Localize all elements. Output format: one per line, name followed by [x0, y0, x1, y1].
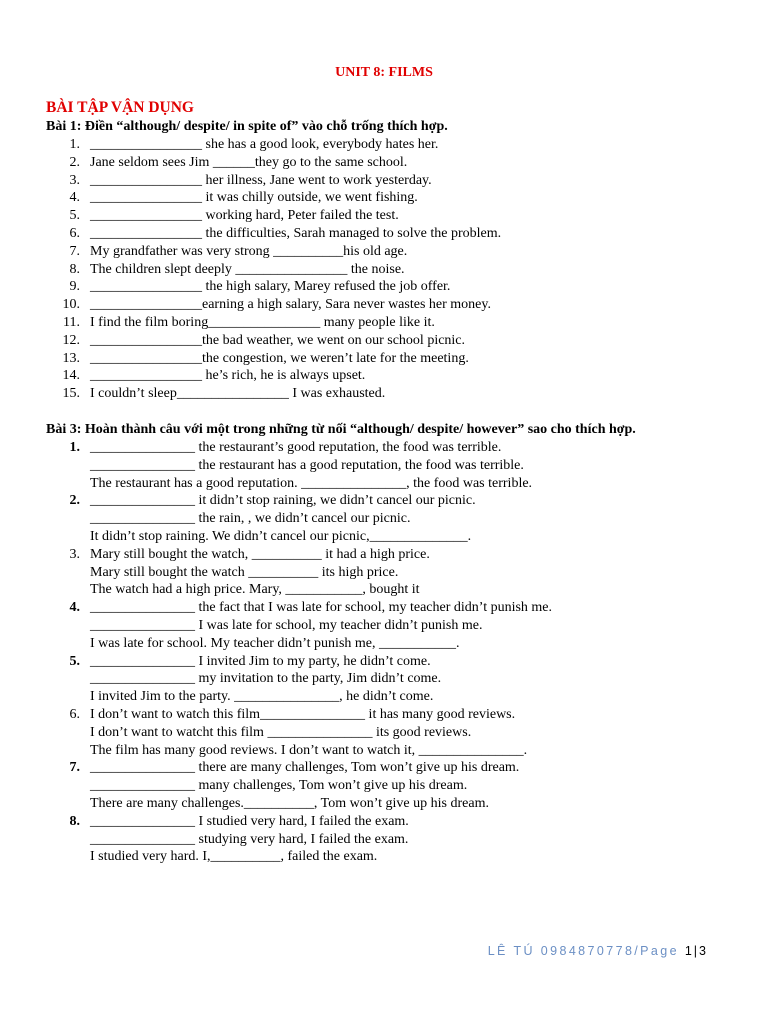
- item-number: 4.: [69, 600, 80, 616]
- item-number: 14.: [62, 368, 80, 384]
- item-text: _______________ it didn’t stop raining, we didn’t cancel our picnic.: [90, 493, 476, 509]
- exercise-3-item: [0, 599, 768, 617]
- exercise-1-item: [0, 314, 768, 332]
- item-number: 3.: [69, 172, 80, 188]
- exercise-1-item: [0, 189, 768, 207]
- item-text: Mary still bought the watch, __________ it had a high price.: [90, 546, 430, 562]
- item-number: 4.: [69, 190, 80, 206]
- exercise-3-item-line: [0, 528, 768, 546]
- item-text: My grandfather was very strong __________his old age.: [90, 243, 408, 259]
- exercise-3-item-line: [0, 831, 768, 849]
- exercise-3-item-line: [0, 564, 768, 582]
- item-text: _______________ many challenges, Tom won’t give up his dream.: [90, 778, 468, 794]
- exercise-1-item: [0, 172, 768, 190]
- item-text: _______________ my invitation to the party, Jim didn’t come.: [90, 671, 442, 687]
- exercise-3-item-line: [0, 581, 768, 599]
- exercise-3-item-line: [0, 457, 768, 475]
- section-heading: BÀI TẬP VẬN DỤNG: [46, 99, 194, 116]
- footer-total-pages: 3: [699, 944, 708, 958]
- item-number: 3.: [69, 546, 80, 562]
- exercise-3-item: [0, 759, 768, 777]
- exercise-3-item-line: [0, 475, 768, 493]
- item-text: I couldn’t sleep________________ I was exhausted.: [90, 386, 386, 402]
- item-text: Mary still bought the watch __________ its high price.: [90, 564, 399, 580]
- item-text: ________________ she has a good look, everybody hates her.: [90, 137, 439, 152]
- exercise-1-item: [0, 154, 768, 172]
- exercise-3-list: [0, 439, 768, 866]
- item-text: I find the film boring________________ many people like it.: [90, 314, 435, 330]
- item-number: 1.: [69, 137, 80, 152]
- exercise-3-item: [0, 653, 768, 671]
- exercise-3-item: [0, 546, 768, 564]
- item-text: I don’t want to watcht this film _______________ its good reviews.: [90, 724, 472, 740]
- item-text: I invited Jim to the party. _______________, he didn’t come.: [90, 689, 434, 705]
- item-text: _______________ I invited Jim to my party, he didn’t come.: [90, 653, 431, 669]
- item-number: 5.: [69, 653, 80, 669]
- footer-author: LÊ TÚ 0984870778/Page: [487, 944, 679, 958]
- item-text: _______________ there are many challenges, Tom won’t give up his dream.: [90, 760, 520, 776]
- item-number: 7.: [69, 760, 80, 776]
- item-number: 2.: [69, 493, 80, 509]
- item-text: ________________ working hard, Peter failed the test.: [90, 208, 399, 224]
- item-number: 1.: [69, 440, 80, 455]
- item-text: ________________ the difficulties, Sarah managed to solve the problem.: [90, 225, 502, 241]
- footer-page-number: 1: [684, 944, 694, 958]
- item-text: ________________ her illness, Jane went to work yesterday.: [90, 172, 432, 188]
- exercise-3-item-line: [0, 617, 768, 635]
- item-text: _______________ the restaurant’s good reputation, the food was terrible.: [90, 440, 502, 455]
- exercise-3-item-line: [0, 777, 768, 795]
- exercise-3-title: Bài 3: Hoàn thành câu với một trong những từ nối “although/ despite/ however” sao cho thích hợp.: [46, 422, 636, 437]
- exercise-3-item-line: [0, 510, 768, 528]
- exercise-3-item-line: [0, 848, 768, 866]
- item-number: 8.: [69, 813, 80, 829]
- item-text: ________________ he’s rich, he is always upset.: [90, 368, 366, 384]
- item-number: 10.: [62, 297, 80, 313]
- item-text: _______________ the restaurant has a good reputation, the food was terrible.: [90, 457, 524, 473]
- exercise-1-item: [0, 207, 768, 225]
- item-number: 15.: [62, 386, 80, 402]
- item-number: 8.: [69, 261, 80, 277]
- item-text: ________________ the high salary, Marey refused the job offer.: [90, 279, 451, 295]
- exercise-3-item: [0, 706, 768, 724]
- item-number: 2.: [69, 154, 80, 170]
- exercise-1-title: Bài 1: Điền “although/ despite/ in spite of” vào chỗ trống thích hợp.: [46, 119, 448, 134]
- item-number: 13.: [62, 350, 80, 366]
- item-text: I studied very hard. I,__________, failed the exam.: [90, 849, 378, 865]
- exercise-1-item: [0, 296, 768, 314]
- item-text: Jane seldom sees Jim ______they go to the same school.: [90, 154, 408, 170]
- exercise-1-item: [0, 278, 768, 296]
- exercise-3-item-line: [0, 724, 768, 742]
- page-footer: [0, 944, 708, 958]
- exercise-1-item: [0, 332, 768, 350]
- item-text: The children slept deeply ________________ the noise.: [90, 261, 405, 277]
- item-number: 12.: [62, 332, 80, 348]
- exercise-3-item: [0, 492, 768, 510]
- item-text: _______________ the fact that I was late for school, my teacher didn’t punish me.: [90, 600, 553, 616]
- item-text: The restaurant has a good reputation. _______________, the food was terrible.: [90, 475, 533, 491]
- exercise-3-item: [0, 439, 768, 457]
- item-text: ________________the congestion, we weren’t late for the meeting.: [90, 350, 469, 366]
- item-number: 11.: [63, 314, 80, 330]
- exercise-3-item-line: [0, 688, 768, 706]
- exercise-1-item: [0, 367, 768, 385]
- item-number: 9.: [69, 279, 80, 295]
- exercise-3-item-line: [0, 795, 768, 813]
- exercise-1-item: [0, 385, 768, 403]
- exercise-3-item-line: [0, 635, 768, 653]
- item-text: The film has many good reviews. I don’t want to watch it, _______________.: [90, 742, 528, 758]
- exercise-1-item: [0, 243, 768, 261]
- item-text: _______________ studying very hard, I failed the exam.: [90, 831, 409, 847]
- exercise-1-list: [0, 136, 768, 403]
- unit-title: UNIT 8: FILMS: [335, 65, 433, 80]
- exercise-1-item: [0, 225, 768, 243]
- item-text: The watch had a high price. Mary, ___________, bought it: [90, 582, 420, 598]
- item-text: I was late for school. My teacher didn’t punish me, ___________.: [90, 635, 460, 651]
- item-number: 5.: [69, 208, 80, 224]
- exercise-3-item-line: [0, 670, 768, 688]
- item-number: 6.: [69, 225, 80, 241]
- item-text: ________________ it was chilly outside, we went fishing.: [90, 190, 418, 206]
- item-text: There are many challenges.__________, Tom won’t give up his dream.: [90, 795, 489, 811]
- exercise-1-item: [0, 350, 768, 368]
- exercise-1-item: [0, 261, 768, 279]
- item-text: _______________ I studied very hard, I failed the exam.: [90, 813, 409, 829]
- footer-separator: |: [693, 944, 700, 958]
- item-number: 6.: [69, 706, 80, 722]
- item-text: ________________earning a high salary, Sara never wastes her money.: [90, 297, 491, 313]
- item-text: _______________ the rain, , we didn’t cancel our picnic.: [90, 511, 411, 527]
- item-text: I don’t want to watch this film_______________ it has many good reviews.: [90, 706, 516, 722]
- item-text: It didn’t stop raining. We didn’t cancel our picnic,______________.: [90, 528, 472, 544]
- item-text: _______________ I was late for school, my teacher didn’t punish me.: [90, 617, 483, 633]
- exercise-3-item: [0, 813, 768, 831]
- exercise-1-item: [0, 136, 768, 154]
- item-number: 7.: [69, 243, 80, 259]
- exercise-3-item-line: [0, 742, 768, 760]
- item-text: ________________the bad weather, we went on our school picnic.: [90, 332, 466, 348]
